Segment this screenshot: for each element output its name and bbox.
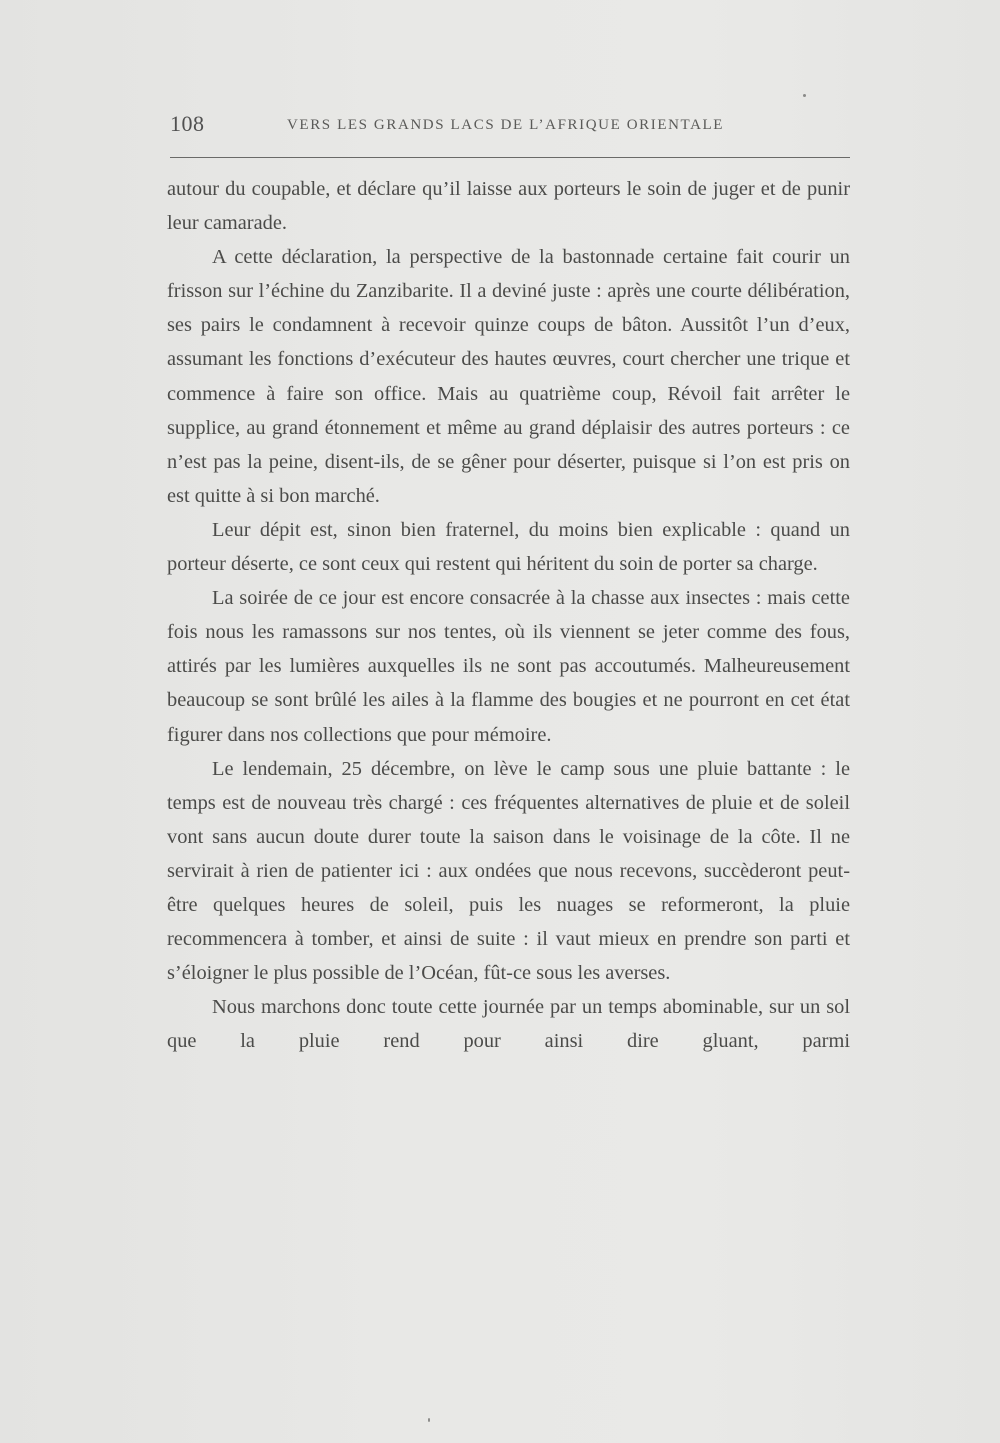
paragraph: A cette déclaration, la perspective de la bastonnade certaine fait courir un frisson sur l’échine du Zanzibarite. Il a deviné juste : après une courte délibération, ses pairs le condamnent à recevoir quinze coups de bâton. Aussitôt l’un d’eux, assumant les fonctions d’exécuteur des hautes œuvres, court chercher une trique et commence à faire son office. Mais au quatrième coup, Révoil fait arrêter le supplice, au grand étonnement et même au grand déplaisir des autres porteurs : ce n’est pas la peine, disent-ils, de se gêner pour déserter, puisque si l’on est pris on est quitte à si bon marché.: [167, 246, 850, 507]
body-text: [167, 172, 850, 1292]
page-number: 108: [170, 111, 205, 136]
paragraph-continuation: autour du coupable, et déclare qu’il laisse aux porteurs le soin de juger et de punir leur camarade.: [167, 178, 850, 235]
paragraph: La soirée de ce jour est encore consacrée à la chasse aux insectes : mais cette fois nous les ramassons sur nos tentes, où ils viennent se jeter comme des fous, attirés par les lumières auxquelles ils ne sont pas accoutumés. Malheureusement beaucoup se sont brûlé les ailes à la flamme des bougies et ne pourront en cet état figurer dans nos collections que pour mémoire.: [167, 587, 850, 746]
paragraph-continues-next-page: Nous marchons donc toute cette journée par un temps abominable, sur un sol que la pluie rend pour ainsi dire gluant, parmi: [167, 996, 850, 1053]
paper-speck: [803, 94, 806, 97]
paper-speck: [428, 1418, 430, 1422]
paragraph: Leur dépit est, sinon bien fraternel, du moins bien explicable : quand un porteur déserte, ce sont ceux qui restent qui héritent du soin de porter sa charge.: [167, 518, 850, 576]
page-header: [170, 108, 850, 140]
header-rule: [170, 157, 850, 158]
running-title: VERS LES GRANDS LACS DE L’AFRIQUE ORIENTALE: [287, 117, 725, 133]
paragraph: Le lendemain, 25 décembre, on lève le camp sous une pluie battante : le temps est de nouveau très chargé : ces fréquentes alternatives de pluie et de soleil vont sans aucun doute durer toute la saison dans le voisinage de la côte. Il ne servirait à rien de patienter ici : aux ondées que nous recevons, succèderont peut-être quelques heures de soleil, puis les nuages se reformeront, la pluie recommencera à tomber, et ainsi de suite : il vaut mieux en prendre son parti et s’éloigner le plus possible de l’Océan, fût-ce sous les averses.: [167, 757, 850, 985]
